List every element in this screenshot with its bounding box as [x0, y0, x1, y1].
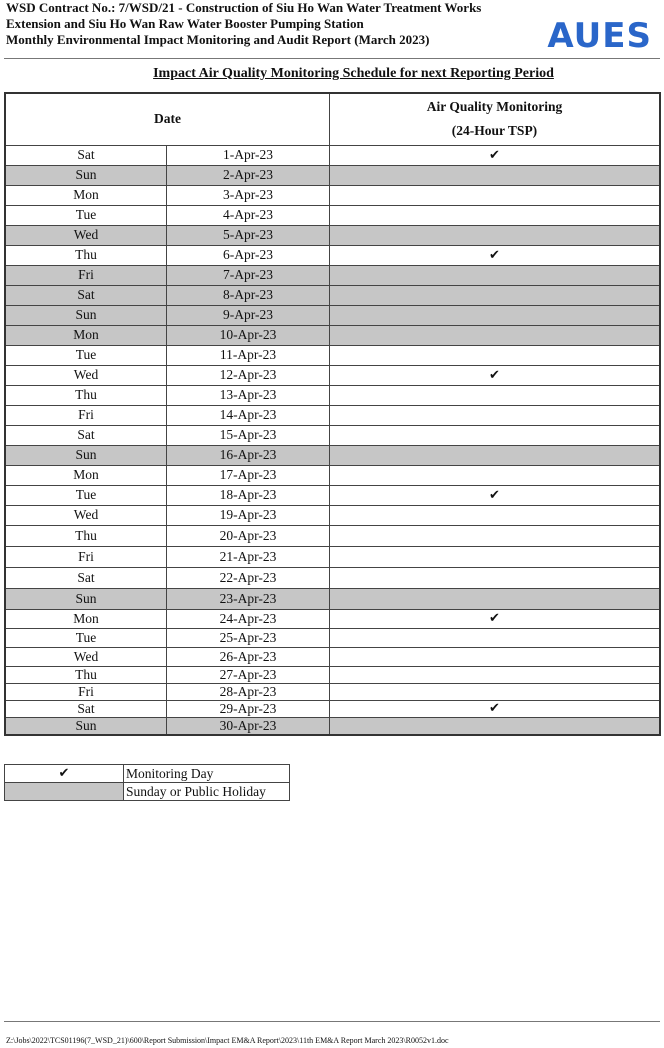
day-cell: Fri [5, 546, 167, 567]
date-cell: 30-Apr-23 [167, 717, 330, 735]
table-row [5, 567, 660, 588]
day-cell: Fri [5, 265, 167, 285]
footer-divider [4, 1021, 660, 1022]
monitoring-cell [330, 405, 661, 425]
aq-header-line2: (24-Hour TSP) [451, 123, 538, 139]
table-row [5, 145, 660, 165]
table-row [5, 305, 660, 325]
header-line-3: Monthly Environmental Impact Monitoring and Audit Report (March 2023) [6, 32, 430, 47]
day-cell: Fri [5, 405, 167, 425]
day-cell: Mon [5, 325, 167, 345]
monitoring-cell [330, 683, 661, 700]
check-icon: ✔ [330, 145, 661, 165]
table-row [5, 325, 660, 345]
date-cell: 20-Apr-23 [167, 525, 330, 546]
date-cell: 1-Apr-23 [167, 145, 330, 165]
table-row [5, 683, 660, 700]
date-cell: 29-Apr-23 [167, 700, 330, 717]
day-cell: Tue [5, 345, 167, 365]
check-icon: ✔ [330, 485, 661, 505]
check-icon: ✔ [330, 365, 661, 385]
schedule-body [5, 145, 660, 735]
schedule-title: Impact Air Quality Monitoring Schedule for next Reporting Period [153, 66, 554, 81]
legend-table [4, 764, 290, 801]
day-cell: Sat [5, 700, 167, 717]
table-row [5, 717, 660, 735]
day-cell: Tue [5, 205, 167, 225]
day-cell: Sat [5, 145, 167, 165]
table-header-row [5, 93, 660, 145]
monitoring-cell [330, 546, 661, 567]
table-row [5, 485, 660, 505]
table-row [5, 505, 660, 525]
day-cell: Sat [5, 425, 167, 445]
table-row [5, 445, 660, 465]
day-cell: Thu [5, 245, 167, 265]
table-row [5, 205, 660, 225]
aues-logo: AUES [547, 16, 652, 56]
monitoring-cell [330, 666, 661, 683]
day-cell: Sun [5, 717, 167, 735]
monitoring-cell [330, 345, 661, 365]
aq-header-line1: Air Quality Monitoring [426, 99, 563, 115]
table-row [5, 245, 660, 265]
date-cell: 28-Apr-23 [167, 683, 330, 700]
table-row [5, 425, 660, 445]
check-icon: ✔ [330, 609, 661, 628]
monitoring-cell [330, 505, 661, 525]
table-row [5, 345, 660, 365]
day-cell: Wed [5, 647, 167, 666]
monitoring-cell [330, 717, 661, 735]
date-cell: 24-Apr-23 [167, 609, 330, 628]
date-cell: 12-Apr-23 [167, 365, 330, 385]
header-divider [4, 58, 660, 59]
date-cell: 26-Apr-23 [167, 647, 330, 666]
aq-header [330, 93, 661, 145]
legend-holiday-label: Sunday or Public Holiday [124, 783, 290, 801]
header-line-1: WSD Contract No.: 7/WSD/21 - Construction of Siu Ho Wan Water Treatment Works [6, 0, 482, 15]
date-cell: 23-Apr-23 [167, 588, 330, 609]
table-row [5, 165, 660, 185]
table-row [5, 700, 660, 717]
table-row [5, 628, 660, 647]
file-path-footer: Z:\Jobs\2022\TCS01196(7_WSD_21)\600\Report Submission\Impact EM&A Report\2023\11th EM&A Report March 2023\R0052v1.doc [6, 1036, 449, 1045]
date-cell: 19-Apr-23 [167, 505, 330, 525]
monitoring-cell [330, 265, 661, 285]
day-cell: Sun [5, 445, 167, 465]
monitoring-cell [330, 525, 661, 546]
monitoring-cell [330, 325, 661, 345]
legend-row-holiday [5, 783, 290, 801]
monitoring-cell [330, 305, 661, 325]
date-cell: 10-Apr-23 [167, 325, 330, 345]
day-cell: Wed [5, 225, 167, 245]
legend-monitoring-label: Monitoring Day [124, 765, 290, 783]
day-cell: Mon [5, 609, 167, 628]
monitoring-cell [330, 185, 661, 205]
table-row [5, 647, 660, 666]
monitoring-cell [330, 567, 661, 588]
legend-row-monitoring [5, 765, 290, 783]
table-row [5, 525, 660, 546]
date-cell: 6-Apr-23 [167, 245, 330, 265]
day-cell: Sun [5, 165, 167, 185]
table-row [5, 609, 660, 628]
date-cell: 8-Apr-23 [167, 285, 330, 305]
day-cell: Thu [5, 525, 167, 546]
table-row [5, 546, 660, 567]
table-row [5, 666, 660, 683]
day-cell: Thu [5, 385, 167, 405]
date-cell: 17-Apr-23 [167, 465, 330, 485]
date-cell: 15-Apr-23 [167, 425, 330, 445]
check-icon: ✔ [330, 700, 661, 717]
date-cell: 14-Apr-23 [167, 405, 330, 425]
check-icon: ✔ [330, 245, 661, 265]
table-row [5, 265, 660, 285]
date-header: Date [5, 93, 330, 145]
date-cell: 22-Apr-23 [167, 567, 330, 588]
monitoring-cell [330, 385, 661, 405]
report-header [6, 0, 658, 58]
date-cell: 11-Apr-23 [167, 345, 330, 365]
table-row [5, 365, 660, 385]
shade-swatch [5, 783, 124, 801]
check-icon: ✔ [5, 765, 124, 783]
day-cell: Fri [5, 683, 167, 700]
table-row [5, 465, 660, 485]
day-cell: Sat [5, 285, 167, 305]
monitoring-cell [330, 285, 661, 305]
day-cell: Sun [5, 305, 167, 325]
day-cell: Sat [5, 567, 167, 588]
monitoring-cell [330, 205, 661, 225]
date-cell: 9-Apr-23 [167, 305, 330, 325]
date-cell: 5-Apr-23 [167, 225, 330, 245]
date-cell: 7-Apr-23 [167, 265, 330, 285]
table-row [5, 588, 660, 609]
date-cell: 2-Apr-23 [167, 165, 330, 185]
monitoring-cell [330, 425, 661, 445]
day-cell: Wed [5, 505, 167, 525]
date-cell: 3-Apr-23 [167, 185, 330, 205]
day-cell: Wed [5, 365, 167, 385]
day-cell: Sun [5, 588, 167, 609]
day-cell: Tue [5, 628, 167, 647]
monitoring-cell [330, 445, 661, 465]
day-cell: Mon [5, 185, 167, 205]
day-cell: Tue [5, 485, 167, 505]
monitoring-cell [330, 465, 661, 485]
table-row [5, 385, 660, 405]
monitoring-cell [330, 588, 661, 609]
table-row [5, 185, 660, 205]
monitoring-schedule-table [4, 92, 661, 736]
header-line-2: Extension and Siu Ho Wan Raw Water Booster Pumping Station [6, 16, 364, 31]
date-cell: 13-Apr-23 [167, 385, 330, 405]
date-cell: 27-Apr-23 [167, 666, 330, 683]
table-row [5, 285, 660, 305]
monitoring-cell [330, 647, 661, 666]
table-row [5, 405, 660, 425]
date-cell: 16-Apr-23 [167, 445, 330, 465]
date-cell: 18-Apr-23 [167, 485, 330, 505]
table-row [5, 225, 660, 245]
day-cell: Thu [5, 666, 167, 683]
date-cell: 4-Apr-23 [167, 205, 330, 225]
monitoring-cell [330, 628, 661, 647]
date-cell: 21-Apr-23 [167, 546, 330, 567]
date-cell: 25-Apr-23 [167, 628, 330, 647]
monitoring-cell [330, 165, 661, 185]
day-cell: Mon [5, 465, 167, 485]
monitoring-cell [330, 225, 661, 245]
